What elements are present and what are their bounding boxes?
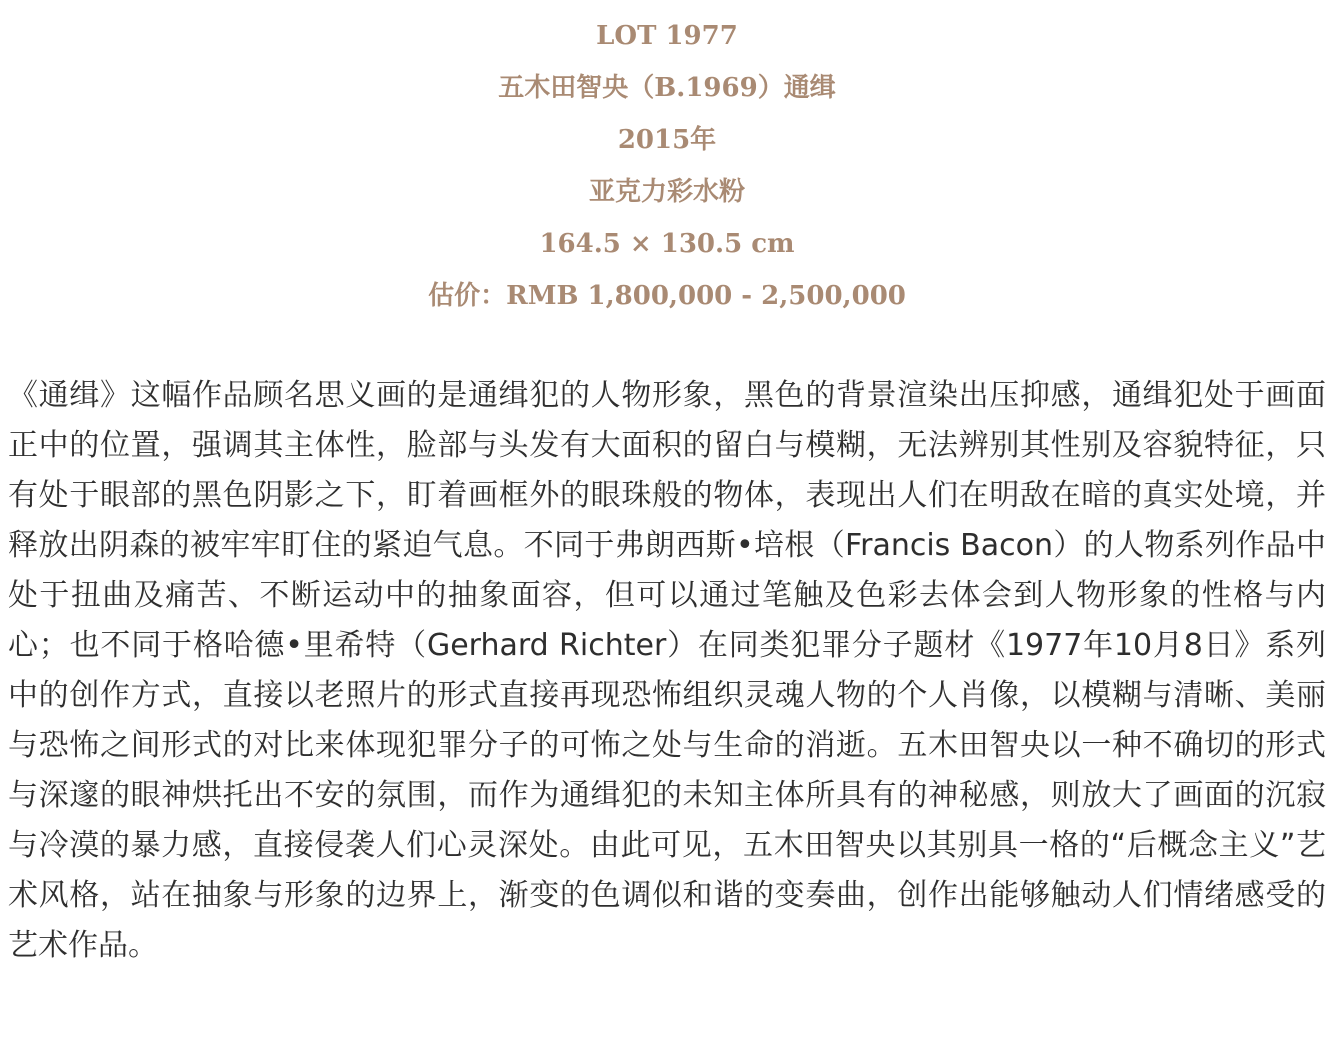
artwork-medium: 亚克力彩水粉: [588, 177, 745, 207]
artwork-description: 《通缉》这幅作品顾名思义画的是通缉犯的人物形象，黑色的背景渲染出压抑感，通缉犯处于画面正中的位置，强调其主体性，脸部与头发有大面积的留白与模糊，无法辨别其性别及容貌特征，只有处于眼部的黑色阴影之下，盯着画框外的眼珠般的物体，表现出人们在明敌在暗的真实处境，并释放出阴森的被牢牢盯住的紧迫气息。不同于弗朗西斯•培根（Francis Bacon）的人物系列作品中处于扭曲及痛苦、不断运动中的抽象面容，但可以通过笔触及色彩去体会到人物形象的性格与内心；也不同于格哈德•里希特（Gerhard Richter）在同类犯罪分子题材《1977年10月8日》系列中的创作方式，直接以老照片的形式直接再现恐怖组织灵魂人物的个人肖像，以模糊与清晰、美丽与恐怖之间形式的对比来体现犯罪分子的可怖之处与生命的消逝。五木田智央以一种不确切的形式与深邃的眼神烘托出不安的氛围，而作为通缉犯的未知主体所具有的神秘感，则放大了画面的沉寂与冷漠的暴力感，直接侵袭人们心灵深处。由此可见，五木田智央以其别具一格的“后概念主义”艺术风格，站在抽象与形象的边界上，渐变的色调似和谐的变奏曲，创作出能够触动人们情绪感受的艺术作品。: [8, 378, 1326, 963]
lot-number: LOT 1977: [596, 21, 738, 51]
lot-header: [0, 14, 1334, 326]
artwork-year: 2015年: [617, 125, 717, 155]
price-estimate: 估价：RMB 1,800,000 - 2,500,000: [428, 281, 906, 311]
artwork-title: 五木田智央（B.1969）通缉: [498, 73, 836, 103]
artwork-dimensions: 164.5 × 130.5 cm: [539, 229, 795, 259]
